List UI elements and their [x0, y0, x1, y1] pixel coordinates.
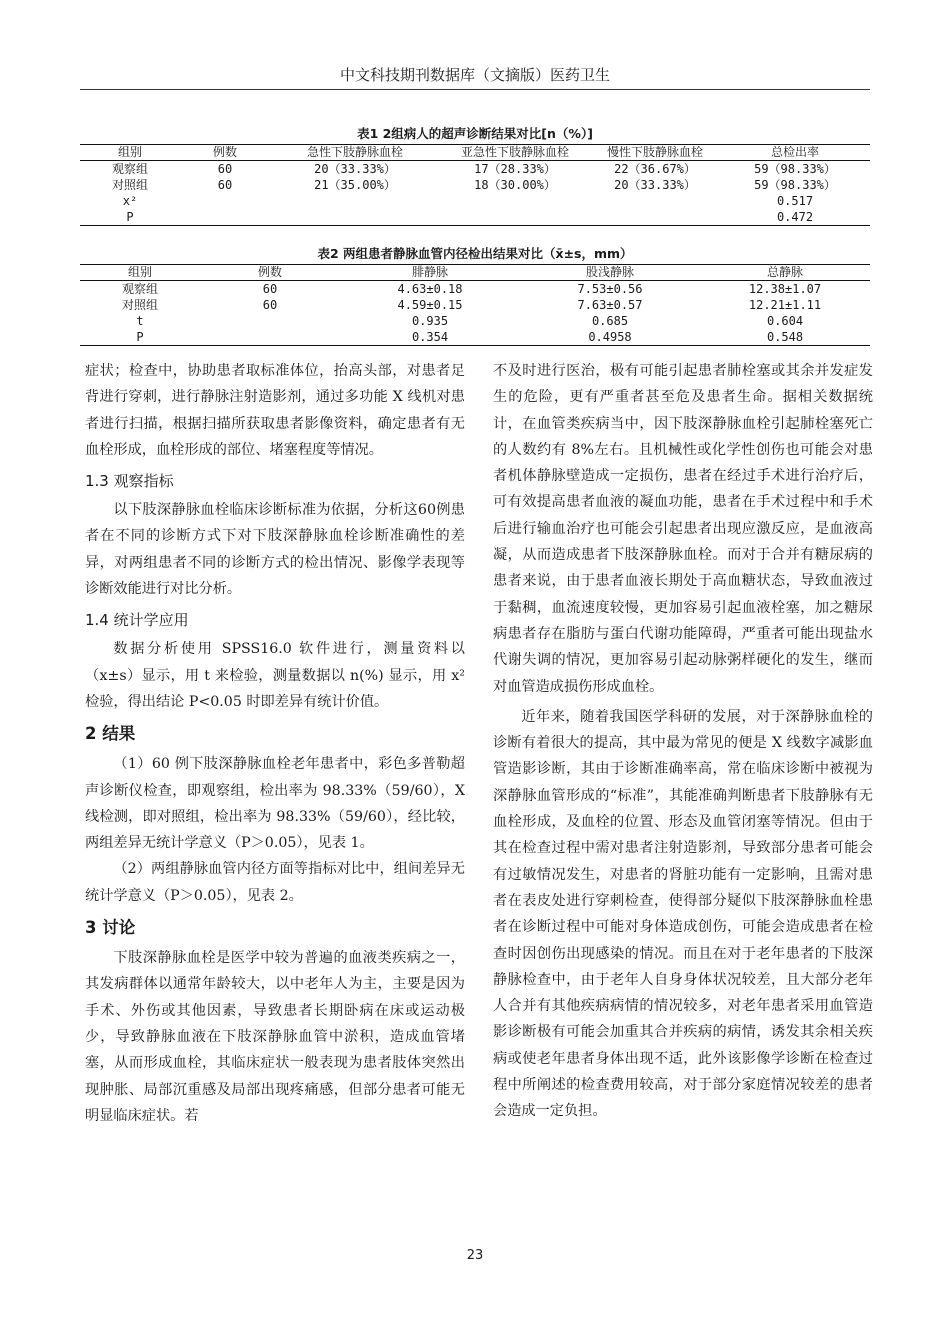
table2-cell: 12.21±1.11: [748, 298, 822, 312]
table2-cell: t: [136, 314, 144, 328]
table-row: [80, 209, 870, 226]
table2-cell: [200, 329, 340, 346]
table1-cell: 20（33.33%）: [314, 162, 396, 176]
table2-header-cell: 腓静脉: [340, 265, 520, 281]
table1-cell: [590, 193, 720, 209]
paragraph: 不及时进行医治，极有可能引起患者肺栓塞或其余并发症发生的危险，更有严重者甚至危及患者生命。据相关数据统计，在血管类疾病当中，因下肢深静脉血栓引起肺栓塞死亡的人数约有 8%左右。且机械性或化学性创伤也可能会对患者机体静脉壁造成一定损伤，患者在经过手术进行治疗后，可有效提高患者血液的凝血功能，患者在手术过程中和手术后进行输血治疗也可能会引起患者出现应激反应，是血液高凝，从而造成患者下肢深静脉血栓。而对于合并有糖尿病的患者来说，由于患者血液长期处于高血糖状态，导致血液过于黏稠，血流速度较慢，更加容易引起血液栓塞，加之糖尿病患者存在脂肪与蛋白代谢功能障碍，严重者可能出现盐水代谢失调的情况，更加容易引起动脉粥样硬化的发生，继而对血管造成损伤形成血栓。: [493, 363, 873, 695]
running-header: 中文科技期刊数据库（文摘版）医药卫生: [339, 66, 610, 84]
header-rule: [80, 89, 870, 90]
table1-header-cell: 急性下肢静脉血栓: [270, 145, 440, 161]
table1-cell: 20（33.33%）: [614, 178, 696, 192]
paragraph: 以下肢深静脉血栓临床诊断标准为依据，分析这60例患者在不同的诊断方式下对下肢深静脉血栓诊断准确性的差异，对两组患者不同的诊断方式的检出情况、影像学表现等诊断效能进行对比分析。: [85, 502, 465, 598]
table2-cell: 0.548: [700, 329, 870, 346]
table2-cell: 12.38±1.07: [748, 282, 822, 296]
table1-cell: [270, 209, 440, 226]
table1-header-cell: 慢性下肢静脉血栓: [590, 145, 720, 161]
table2-cell: 4.63±0.18: [397, 282, 463, 296]
right-column: [493, 358, 873, 1125]
table2-cell: 0.604: [766, 314, 804, 328]
table2-cell: 观察组: [121, 282, 158, 296]
table-row: [80, 281, 870, 298]
table1-cell: 0.472: [720, 209, 870, 226]
table1-cell: 17（28.33%）: [474, 162, 556, 176]
table1-cell: [180, 209, 270, 226]
table1-cell: 60: [217, 162, 233, 176]
table-row: [80, 177, 870, 193]
table2-cell: [200, 313, 340, 329]
table1-header-cell: 组别: [80, 145, 180, 161]
table2-header-cell: 总静脉: [700, 265, 870, 281]
paragraph: 近年来，随着我国医学科研的发展，对于深静脉血栓的诊断有着很大的提高，其中最为常见的便是 X 线数字减影血管造影诊断，其由于诊断准确率高，常在临床诊断中被视为深静脉血管形成的“标准”，其能准确判断患者下肢静脉有无血栓形成，及血栓的位置、形态及血管闭塞等情况。但由于其在检查过程中需对患者注射造影剂，导致部分患者可能会有过敏情况发生，对患者的肾脏功能有一定影响，且需对患者在表皮处进行穿刺检查，使得部分疑似下肢深静脉血栓患者在诊断过程中可能对身体造成创伤，可能会造成患者在检查时因创伤出现感染的情况。而且在对于老年患者的下肢深静脉检查中，由于老年人自身身体状况较差，且大部分老年人合并有其他疾病病情的情况较多，对老年患者采用血管造影诊断极有可能会加重其合并疾病的病情，诱发其余相关疾病或使老年患者身体出现不适，此外该影像学诊断在检查过程中所阐述的检查费用较高，对于部分家庭情况较差的患者会造成一定负担。: [493, 708, 873, 1120]
table1-caption: 表1 2组病人的超声诊断结果对比[n（%）]: [357, 126, 593, 141]
table1-header-cell: 例数: [180, 145, 270, 161]
paragraph: （1）60 例下肢深静脉血栓老年患者中，彩色多普勒超声诊断仪检查，即观察组，检出率为 98.33%（59/60），X 线检测，即对照组，检出率为 98.33%（59/60），经比较，两组差异无统计学意义（P＞0.05），见表 1。: [85, 756, 465, 852]
table1-cell: 0.517: [776, 194, 814, 208]
table1-cell: [440, 193, 590, 209]
table2-header-cell: 例数: [200, 265, 340, 281]
section-heading-1-3: 1.3 观察指标: [85, 472, 174, 491]
table1: [80, 144, 870, 226]
table2-cell: 4.59±0.15: [397, 298, 463, 312]
paragraph: （2）两组静脉血管内径方面等指标对比中，组间差异无统计学意义（P＞0.05），见表 2。: [85, 861, 465, 904]
table2-cell: 0.685: [591, 314, 629, 328]
paragraph: 症状；检查中，协助患者取标准体位，抬高头部，对患者足背进行穿刺，进行静脉注射造影剂，通过多功能 X 线机对患者进行扫描，根据扫描所获取患者影像资料，确定患者有无血栓形成，血栓形成的部位、堵塞程度等情况。: [85, 363, 465, 458]
table2-cell: 0.935: [411, 314, 449, 328]
table-row: [80, 297, 870, 313]
table1-cell: x²: [122, 194, 138, 208]
table1-cell: [590, 209, 720, 226]
table1-cell: 60: [217, 178, 233, 192]
table1-cell: [270, 193, 440, 209]
table2-cell: 对照组: [121, 298, 158, 312]
table-row: [80, 161, 870, 178]
page-number: 23: [466, 1248, 484, 1263]
section-heading-2: 2 结果: [85, 724, 136, 744]
table2-cell: 60: [262, 298, 278, 312]
section-heading-3: 3 讨论: [85, 918, 136, 938]
table-row: [80, 193, 870, 209]
table2-cell: 7.53±0.56: [577, 282, 643, 296]
table2-cell: 0.4958: [520, 329, 700, 346]
table1-cell: 59（98.33%）: [754, 178, 836, 192]
table2-cell: 7.63±0.57: [577, 298, 643, 312]
table1-header-cell: 亚急性下肢静脉血栓: [440, 145, 590, 161]
table2-cell: 60: [262, 282, 278, 296]
table2-header-cell: 股浅静脉: [520, 265, 700, 281]
table-row: [80, 329, 870, 346]
section-heading-1-4: 1.4 统计学应用: [85, 611, 189, 630]
table1-header-cell: 总检出率: [720, 145, 870, 161]
table1-cell: 观察组: [111, 162, 148, 176]
table2-header-cell: 组别: [80, 265, 200, 281]
table2-cell: P: [80, 329, 200, 346]
table1-cell: [180, 193, 270, 209]
table1-cell: [440, 209, 590, 226]
table2-caption: 表2 两组患者静脉血管内径检出结果对比（x̄±s，mm）: [317, 246, 633, 261]
paragraph: 下肢深静脉血栓是医学中较为普遍的血液类疾病之一，其发病群体以通常年龄较大，以中老年人为主，主要是因为手术、外伤或其他因素，导致患者长期卧病在床或运动极少，导致静脉血液在下肢深静脉血管中淤积，造成血管堵塞，从而形成血栓，其临床症状一般表现为患者肢体突然出现肿胀、局部沉重感及局部出现疼痛感，但部分患者可能无明显临床症状。若: [85, 950, 465, 1124]
table1-cell: 21（35.00%）: [314, 178, 396, 192]
table1-cell: 对照组: [111, 178, 148, 192]
table2: [80, 264, 870, 346]
table-row: [80, 313, 870, 329]
table1-cell: P: [80, 209, 180, 226]
paragraph: 数据分析使用 SPSS16.0 软件进行，测量资料以（x±s）显示，用 t 来检验，测量数据以 n(%) 显示，用 x²检验，得出结论 P<0.05 时即差异有统计价值。: [85, 641, 465, 710]
left-column: [85, 358, 465, 1129]
table1-cell: 18（30.00%）: [474, 178, 556, 192]
table1-cell: 22（36.67%）: [614, 162, 696, 176]
table1-cell: 59（98.33%）: [754, 162, 836, 176]
table2-cell: 0.354: [340, 329, 520, 346]
